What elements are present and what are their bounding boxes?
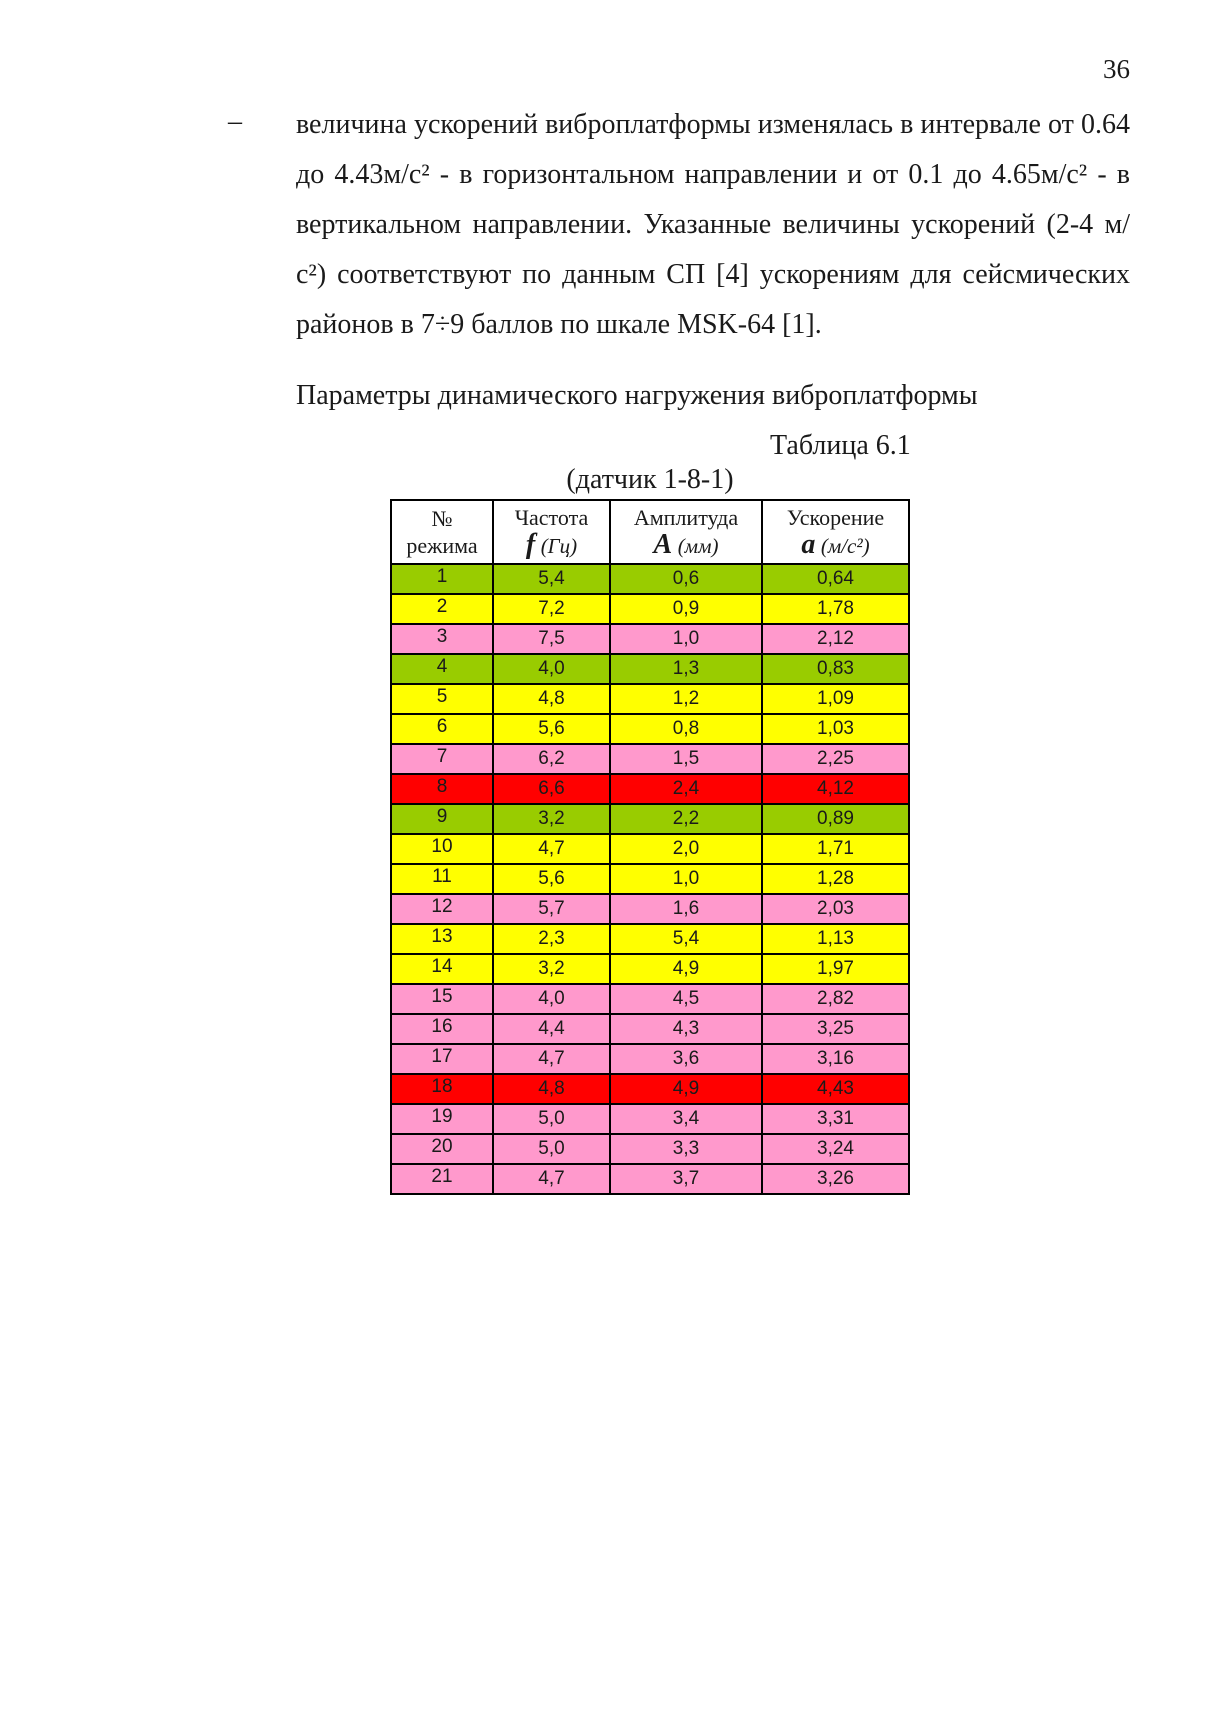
- header-amplitude-symbol: A: [653, 529, 673, 560]
- header-mode-label: режима: [406, 533, 478, 558]
- table-sensor-label: (датчик 1-8-1): [566, 464, 734, 495]
- header-frequency: [493, 500, 610, 564]
- amplitude-cell: 2,0: [610, 834, 762, 864]
- acceleration-cell: 3,25: [762, 1014, 909, 1044]
- header-frequency-label: Частота: [514, 505, 589, 530]
- table-row: [391, 1104, 909, 1134]
- table-row: [391, 894, 909, 924]
- acceleration-cell: 4,12: [762, 774, 909, 804]
- header-amplitude: [610, 500, 762, 564]
- mode-number-cell: 7: [391, 744, 493, 774]
- acceleration-cell: 0,64: [762, 564, 909, 594]
- amplitude-cell: 1,0: [610, 624, 762, 654]
- mode-number-cell: 14: [391, 954, 493, 984]
- table-row: [391, 594, 909, 624]
- amplitude-cell: 1,6: [610, 894, 762, 924]
- amplitude-cell: 1,3: [610, 654, 762, 684]
- acceleration-cell: 3,26: [762, 1164, 909, 1194]
- bullet-dash: –: [228, 106, 242, 137]
- table-row: [391, 1164, 909, 1194]
- acceleration-cell: 1,78: [762, 594, 909, 624]
- mode-number-cell: 19: [391, 1104, 493, 1134]
- frequency-cell: 4,4: [493, 1014, 610, 1044]
- mode-number-cell: 4: [391, 654, 493, 684]
- mode-number-cell: 20: [391, 1134, 493, 1164]
- frequency-cell: 3,2: [493, 804, 610, 834]
- table-row: [391, 864, 909, 894]
- header-acceleration-symbol: a: [801, 529, 816, 560]
- mode-number-cell: 13: [391, 924, 493, 954]
- amplitude-cell: 0,9: [610, 594, 762, 624]
- table-row: [391, 834, 909, 864]
- header-frequency-symbol: f: [525, 529, 536, 560]
- amplitude-cell: 4,9: [610, 954, 762, 984]
- table-row: [391, 744, 909, 774]
- table-row: [391, 1044, 909, 1074]
- frequency-cell: 4,0: [493, 654, 610, 684]
- table-number: Таблица 6.1: [770, 430, 911, 461]
- mode-number-cell: 3: [391, 624, 493, 654]
- frequency-cell: 4,8: [493, 684, 610, 714]
- amplitude-cell: 3,7: [610, 1164, 762, 1194]
- frequency-cell: 4,8: [493, 1074, 610, 1104]
- mode-number-cell: 9: [391, 804, 493, 834]
- amplitude-cell: 2,4: [610, 774, 762, 804]
- frequency-cell: 5,7: [493, 894, 610, 924]
- mode-number-cell: 12: [391, 894, 493, 924]
- acceleration-cell: 3,24: [762, 1134, 909, 1164]
- amplitude-cell: 0,8: [610, 714, 762, 744]
- frequency-cell: 4,7: [493, 834, 610, 864]
- mode-number-cell: 6: [391, 714, 493, 744]
- table-body: [391, 564, 909, 1194]
- amplitude-cell: 3,3: [610, 1134, 762, 1164]
- frequency-cell: 7,5: [493, 624, 610, 654]
- amplitude-cell: 5,4: [610, 924, 762, 954]
- acceleration-cell: 1,97: [762, 954, 909, 984]
- acceleration-cell: 2,12: [762, 624, 909, 654]
- body-paragraph: величина ускорений виброплатформы изменялась в интервале от 0.64 до 4.43м/с² - в горизонтальном направлении и от 0.1 до 4.65м/с² - в вертикальном направлении. Указанные величины ускорений (2-4 м/с²) соответствуют по данным СП [4] ускорениям для сейсмических районов в 7÷9 баллов по шкале MSK-64 [1].: [296, 109, 1130, 340]
- amplitude-cell: 1,2: [610, 684, 762, 714]
- table-row: [391, 714, 909, 744]
- frequency-cell: 5,0: [493, 1134, 610, 1164]
- acceleration-cell: 2,82: [762, 984, 909, 1014]
- header-acceleration-unit: (м/с²): [820, 534, 870, 558]
- acceleration-cell: 1,71: [762, 834, 909, 864]
- table-row: [391, 654, 909, 684]
- frequency-cell: 5,4: [493, 564, 610, 594]
- table-row: [391, 684, 909, 714]
- acceleration-cell: 1,03: [762, 714, 909, 744]
- amplitude-cell: 4,9: [610, 1074, 762, 1104]
- acceleration-cell: 3,16: [762, 1044, 909, 1074]
- frequency-cell: 4,7: [493, 1044, 610, 1074]
- acceleration-cell: 2,03: [762, 894, 909, 924]
- amplitude-cell: 1,5: [610, 744, 762, 774]
- header-amplitude-unit: (мм): [677, 534, 719, 558]
- frequency-cell: 4,0: [493, 984, 610, 1014]
- mode-number-cell: 18: [391, 1074, 493, 1104]
- mode-number-cell: 8: [391, 774, 493, 804]
- table-row: [391, 1074, 909, 1104]
- header-amplitude-label: Амплитуда: [633, 505, 739, 530]
- acceleration-cell: 4,43: [762, 1074, 909, 1104]
- page-number: 36: [1103, 54, 1130, 84]
- table-row: [391, 624, 909, 654]
- acceleration-cell: 1,28: [762, 864, 909, 894]
- table-row: [391, 954, 909, 984]
- amplitude-cell: 2,2: [610, 804, 762, 834]
- acceleration-cell: 1,13: [762, 924, 909, 954]
- acceleration-cell: 2,25: [762, 744, 909, 774]
- table-row: [391, 924, 909, 954]
- frequency-cell: 4,7: [493, 1164, 610, 1194]
- amplitude-cell: 4,5: [610, 984, 762, 1014]
- mode-number-cell: 2: [391, 594, 493, 624]
- amplitude-cell: 1,0: [610, 864, 762, 894]
- mode-number-cell: 10: [391, 834, 493, 864]
- header-mode-number: [391, 500, 493, 564]
- frequency-cell: 7,2: [493, 594, 610, 624]
- amplitude-cell: 0,6: [610, 564, 762, 594]
- frequency-cell: 5,6: [493, 864, 610, 894]
- acceleration-cell: 3,31: [762, 1104, 909, 1134]
- mode-number-cell: 17: [391, 1044, 493, 1074]
- table-row: [391, 564, 909, 594]
- acceleration-cell: 0,83: [762, 654, 909, 684]
- table-row: [391, 774, 909, 804]
- amplitude-cell: 3,6: [610, 1044, 762, 1074]
- parameters-table: [390, 499, 910, 1195]
- mode-number-cell: 11: [391, 864, 493, 894]
- table-header-row: [391, 500, 909, 564]
- header-acceleration-label: Ускорение: [786, 505, 885, 530]
- table-row: [391, 1134, 909, 1164]
- mode-number-cell: 5: [391, 684, 493, 714]
- frequency-cell: 6,2: [493, 744, 610, 774]
- amplitude-cell: 3,4: [610, 1104, 762, 1134]
- amplitude-cell: 4,3: [610, 1014, 762, 1044]
- table-caption: Параметры динамического нагружения виброплатформы: [296, 380, 978, 411]
- header-mode-number-sign: №: [431, 506, 453, 531]
- frequency-cell: 3,2: [493, 954, 610, 984]
- mode-number-cell: 1: [391, 564, 493, 594]
- mode-number-cell: 21: [391, 1164, 493, 1194]
- frequency-cell: 5,6: [493, 714, 610, 744]
- acceleration-cell: 1,09: [762, 684, 909, 714]
- mode-number-cell: 15: [391, 984, 493, 1014]
- table-row: [391, 984, 909, 1014]
- header-frequency-unit: (Гц): [540, 534, 578, 558]
- frequency-cell: 2,3: [493, 924, 610, 954]
- frequency-cell: 6,6: [493, 774, 610, 804]
- table-row: [391, 1014, 909, 1044]
- table-row: [391, 804, 909, 834]
- mode-number-cell: 16: [391, 1014, 493, 1044]
- acceleration-cell: 0,89: [762, 804, 909, 834]
- header-acceleration: [762, 500, 909, 564]
- frequency-cell: 5,0: [493, 1104, 610, 1134]
